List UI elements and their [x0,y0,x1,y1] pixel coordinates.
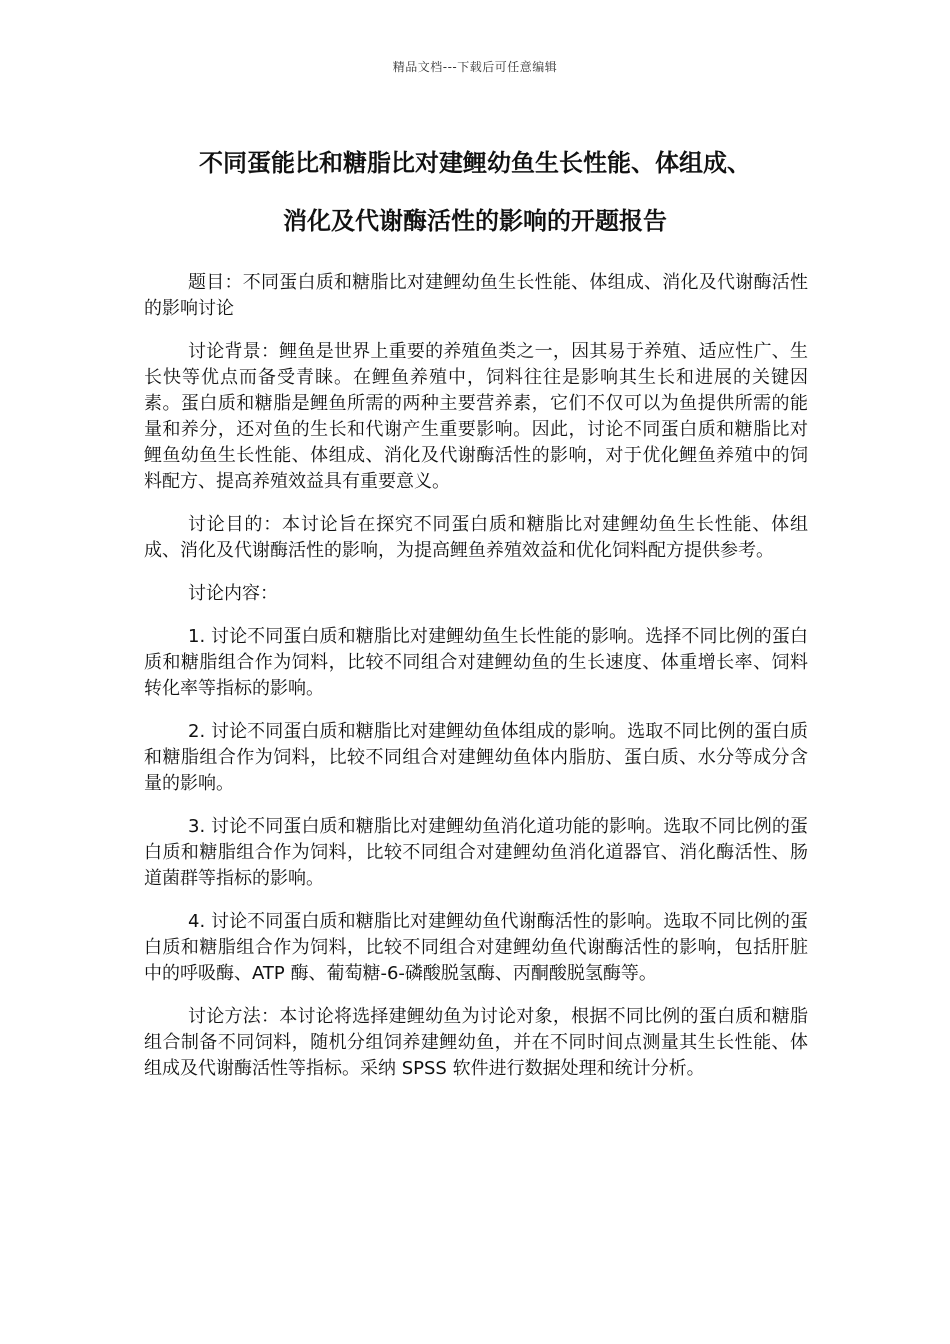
title-line-1: 不同蛋能比和糖脂比对建鲤幼鱼生长性能、体组成、 [199,149,751,177]
paragraph-topic: 题目：不同蛋白质和糖脂比对建鲤幼鱼生长性能、体组成、消化及代谢酶活性的影响讨论 [144,272,808,319]
paragraph-content-item-1: 1. 讨论不同蛋白质和糖脂比对建鲤幼鱼生长性能的影响。选择不同比例的蛋白质和糖脂组合作为饲料，比较不同组合对建鲤幼鱼的生长速度、体重增长率、饲料转化率等指标的影响。 [144,626,808,699]
paragraph-purpose: 讨论目的：本讨论旨在探究不同蛋白质和糖脂比对建鲤幼鱼生长性能、体组成、消化及代谢酶活性的影响，为提高鲤鱼养殖效益和优化饲料配方提供参考。 [144,514,808,561]
paragraph-method: 讨论方法：本讨论将选择建鲤幼鱼为讨论对象，根据不同比例的蛋白质和糖脂组合制备不同饲料，随机分组饲养建鲤幼鱼，并在不同时间点测量其生长性能、体组成及代谢酶活性等指标。采纳 SPSS 软件进行数据处理和统计分析。 [144,1006,808,1079]
header-note: 精品文档---下载后可任意编辑 [392,60,558,74]
paragraph-content-item-3: 3. 讨论不同蛋白质和糖脂比对建鲤幼鱼消化道功能的影响。选取不同比例的蛋白质和糖脂组合作为饲料，比较不同组合对建鲤幼鱼消化道器官、消化酶活性、肠道菌群等指标的影响。 [144,816,808,889]
paragraph-content-item-4: 4. 讨论不同蛋白质和糖脂比对建鲤幼鱼代谢酶活性的影响。选取不同比例的蛋白质和糖脂组合作为饲料，比较不同组合对建鲤幼鱼代谢酶活性的影响，包括肝脏中的呼吸酶、ATP 酶、葡萄糖-6-磷酸脱氢酶、丙酮酸脱氢酶等。 [144,911,808,984]
document-title [120,134,830,250]
paragraph-content-item-2: 2. 讨论不同蛋白质和糖脂比对建鲤幼鱼体组成的影响。选取不同比例的蛋白质和糖脂组合作为饲料，比较不同组合对建鲤幼鱼体内脂肪、蛋白质、水分等成分含量的影响。 [144,721,808,794]
document-body [144,270,808,1099]
paragraph-background: 讨论背景：鲤鱼是世界上重要的养殖鱼类之一，因其易于养殖、适应性广、生长快等优点而备受青睐。在鲤鱼养殖中，饲料往往是影响其生长和进展的关键因素。蛋白质和糖脂是鲤鱼所需的两种主要营养素，它们不仅可以为鱼提供所需的能量和养分，还对鱼的生长和代谢产生重要影响。因此，讨论不同蛋白质和糖脂比对鲤鱼幼鱼生长性能、体组成、消化及代谢酶活性的影响，对于优化鲤鱼养殖中的饲料配方、提高养殖效益具有重要意义。 [144,341,808,492]
title-line-2: 消化及代谢酶活性的影响的开题报告 [283,207,667,235]
paragraph-content-heading: 讨论内容： [188,583,278,604]
